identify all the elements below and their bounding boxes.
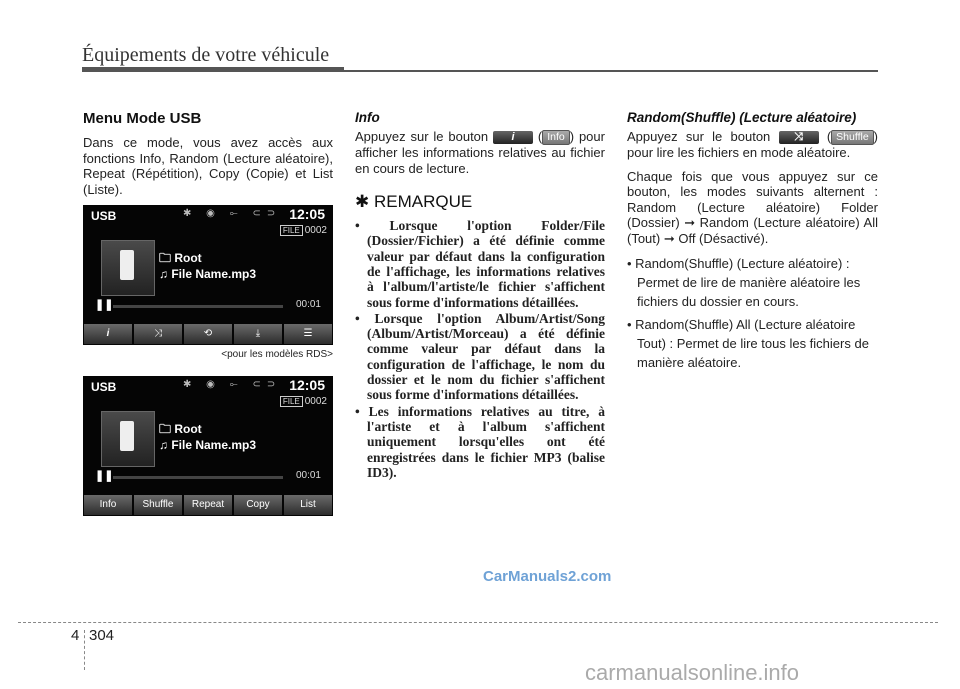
shuffle-button[interactable]: Shuffle	[134, 495, 182, 515]
header-rule-thick	[82, 67, 344, 72]
random-modes-body: Chaque fois que vous appuyez sur ce bouton, les modes suivants alternent : Random (Lecture aléatoire) Folder (Dossier) ➞ Random (Lecture aléatoire) All (Tout) ➞ Off (Désactivé).	[627, 168, 878, 246]
progress-bar	[113, 476, 283, 479]
elapsed-time: 00:01	[295, 470, 321, 481]
page-number: 304	[89, 627, 115, 644]
column-random	[627, 110, 878, 376]
page-header-title: Équipements de votre véhicule	[82, 44, 330, 66]
usb-stick-icon	[120, 421, 134, 451]
footer-divider	[84, 630, 85, 670]
file-name: ♫ File Name.mp3	[159, 438, 257, 452]
remark-item: • Les informations relatives au titre, à l'artiste et à l'album s'affichent uniquement lorsqu'elles ont été enregistrées dans le fichier MP3 (balise ID3).	[355, 403, 605, 480]
random-heading: Random(Shuffle) (Lecture aléatoire)	[627, 110, 857, 125]
progress-bar	[113, 305, 283, 308]
bottom-watermark: carmanualsonline.info	[585, 660, 800, 685]
remark-list	[355, 218, 605, 480]
usb-mode-heading: Menu Mode USB	[83, 110, 202, 127]
info-body-post: pour afficher les informations relatives au fichier en cours de lecture.	[355, 129, 605, 176]
page-chapter: 4	[71, 627, 80, 644]
folder-name: 🗀 Root	[159, 251, 202, 265]
random-body-post: pour lire les fichiers en mode aléatoire.	[627, 145, 851, 161]
info-heading: Info	[355, 110, 380, 125]
random-body-pre: Appuyez sur le bouton	[627, 129, 771, 144]
shuffle-icon: ⤨	[779, 131, 819, 144]
remark-item: • Lorsque l'option Folder/File (Dossier/Fichier) a été définie comme valeur par défaut dans la configuration de l'affichage, les informations relatives à l'album/l'artiste/le fichier s'affichent sous forme d'informations détaillées.	[355, 218, 605, 310]
info-button[interactable]: Info	[84, 495, 132, 515]
screen-file-counter	[280, 396, 327, 407]
folder-name: 🗀 Root	[159, 422, 202, 436]
screen-clock: 12:05	[289, 377, 325, 393]
copy-button[interactable]: Copy	[234, 495, 282, 515]
screen-softkey-bar	[83, 323, 333, 345]
screen-caption: <pour les modèles RDS>	[221, 349, 333, 360]
screen-clock: 12:05	[289, 206, 325, 222]
screen-status-icons: ✱ ◉ ⟜ ⊂⊃	[183, 379, 282, 390]
file-tag: FILE	[280, 225, 303, 236]
copy-icon[interactable]: ⤓	[234, 324, 282, 344]
usb-screen-rds	[83, 205, 333, 345]
list-button[interactable]: List	[284, 495, 332, 515]
screen-file-counter	[280, 225, 327, 236]
watermark: CarManuals2.com	[483, 568, 612, 585]
footer-rule	[18, 622, 938, 623]
random-mode-list	[627, 254, 878, 372]
random-mode-item: • Random(Shuffle) (Lecture aléatoire) : Permet de lire de manière aléatoire les fichiers du dossier en cours.	[627, 256, 861, 310]
pause-icon: ❚❚	[95, 470, 114, 482]
screen-source-label: USB	[91, 380, 117, 394]
file-name: ♫ File Name.mp3	[159, 267, 257, 281]
elapsed-time: 00:01	[295, 299, 321, 310]
file-number: 0002	[304, 225, 327, 236]
file-tag: FILE	[280, 396, 303, 407]
shuffle-icon[interactable]: ⤨	[134, 324, 182, 344]
repeat-button[interactable]: Repeat	[184, 495, 232, 515]
header-rule-thin	[344, 70, 878, 72]
screen-status-icons: ✱ ◉ ⟜ ⊂⊃	[183, 208, 282, 219]
random-mode-item: • Random(Shuffle) All (Lecture aléatoire Tout) : Permet de lire tous les fichiers de manière aléatoire.	[627, 317, 869, 371]
screen-softkey-bar	[83, 494, 333, 516]
list-icon[interactable]: ☰	[284, 324, 332, 344]
column-info	[355, 110, 605, 481]
info-icon[interactable]: i	[84, 324, 132, 344]
screen-source-label: USB	[91, 209, 117, 223]
remark-item: • Lorsque l'option Album/Artist/Song (Album/Artist/Morceau) a été définie comme valeur par défaut dans la configuration de l'affichage, le nom du dossier et le nom du fichier s'affichent sous forme d'informations détaillées.	[355, 310, 605, 403]
column-usb-mode	[83, 110, 333, 205]
usb-stick-icon	[120, 250, 134, 280]
info-icon: i	[493, 131, 533, 144]
usb-mode-body: Dans ce mode, vous avez accès aux fonctions Info, Random (Lecture aléatoire), Repeat (Répétition), Copy (Copie) et List (Liste).	[83, 135, 333, 197]
shuffle-label: Shuffle	[831, 130, 874, 145]
random-body: Appuyez sur le bouton ⤨ ( Shuffle ) pour lire les fichiers en mode aléatoire.	[627, 129, 878, 161]
usb-screen-standard	[83, 376, 333, 516]
pause-icon: ❚❚	[95, 299, 114, 311]
file-number: 0002	[304, 396, 327, 407]
remark-title: ✱ REMARQUE	[355, 192, 473, 212]
info-body: Appuyez sur le bouton i ( Info ) pour afficher les informations relatives au fichier en cours de lecture.	[355, 129, 605, 176]
info-label: Info	[542, 130, 570, 145]
info-body-pre: Appuyez sur le bouton	[355, 129, 489, 144]
repeat-icon[interactable]: ⟲	[184, 324, 232, 344]
